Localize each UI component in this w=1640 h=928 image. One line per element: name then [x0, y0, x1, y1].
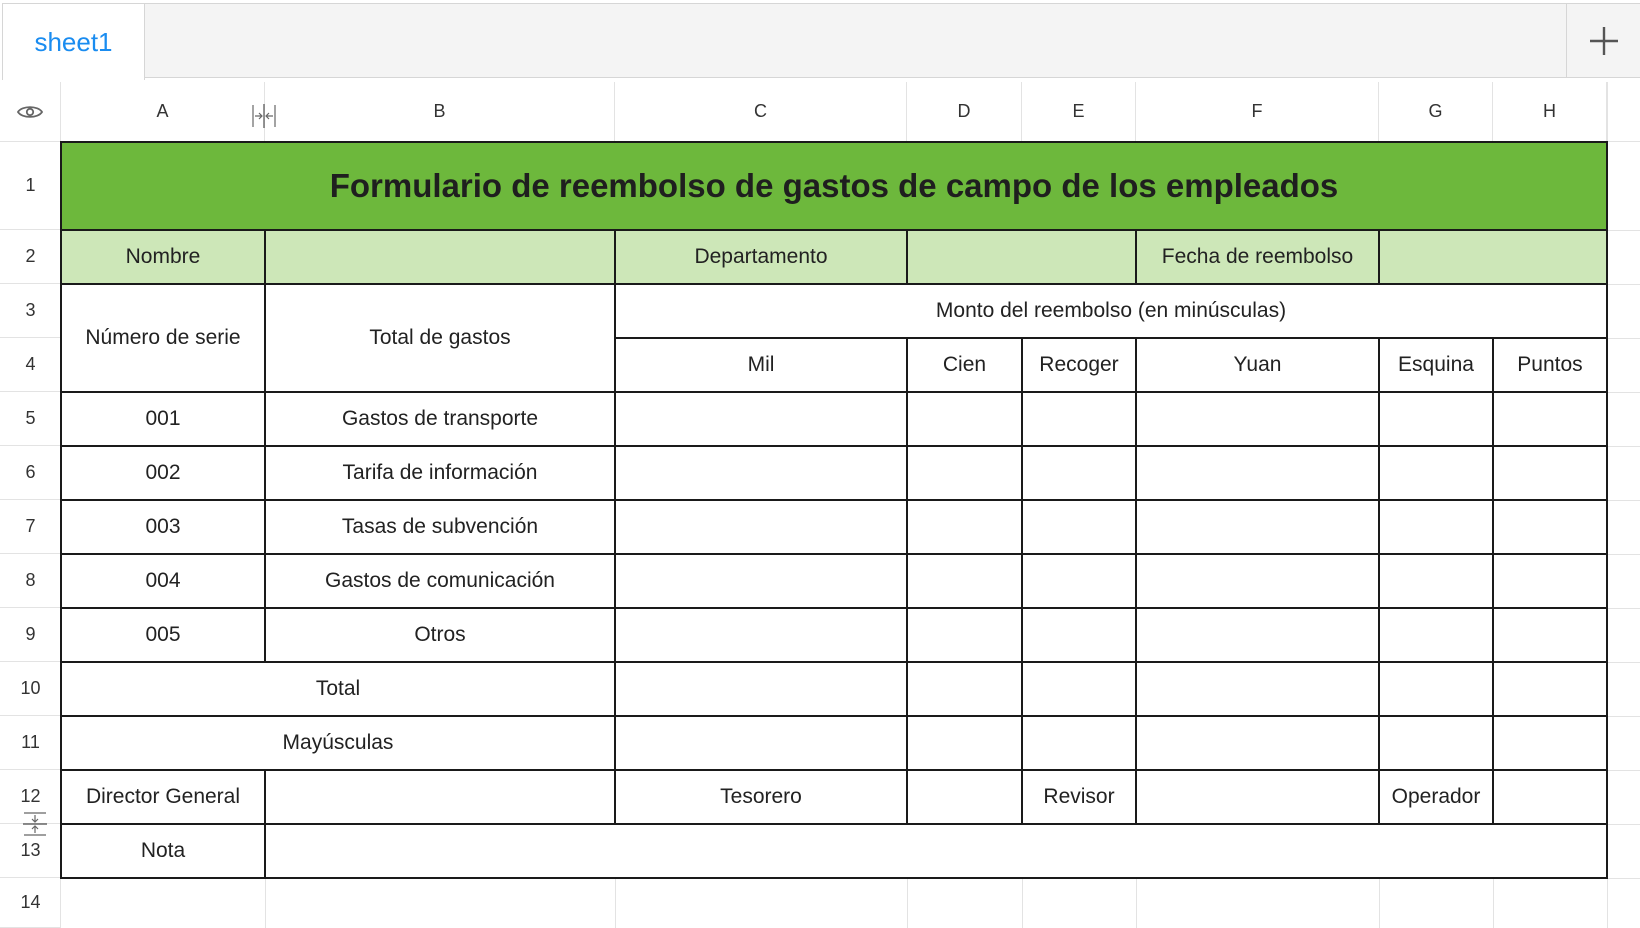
cell-a9[interactable]: 005: [145, 623, 181, 646]
cell-f4[interactable]: Yuan: [1233, 353, 1282, 376]
select-all-corner[interactable]: [0, 82, 61, 141]
cell-b9[interactable]: Otros: [414, 623, 466, 646]
cell-b5[interactable]: Gastos de transporte: [341, 407, 539, 430]
cell-a13[interactable]: Nota: [140, 839, 186, 862]
column-resize-icon[interactable]: [250, 102, 278, 130]
cell-a10[interactable]: Total: [315, 677, 361, 700]
cell-c4[interactable]: Mil: [747, 353, 775, 376]
row-header-13[interactable]: 13: [0, 824, 61, 878]
cell-e12[interactable]: Revisor: [1043, 785, 1115, 808]
cell-b7[interactable]: Tasas de subvención: [341, 515, 539, 538]
cell-c2[interactable]: Departamento: [694, 245, 828, 268]
cell-a11[interactable]: Mayúsculas: [282, 731, 394, 754]
eye-icon: [17, 104, 43, 120]
add-sheet-button[interactable]: [1566, 4, 1640, 77]
cell-c3[interactable]: Monto del reembolso (en minúsculas): [935, 299, 1287, 322]
cell-a7[interactable]: 003: [145, 515, 181, 538]
row-header-5[interactable]: 5: [0, 392, 61, 446]
cell-a6[interactable]: 002: [145, 461, 181, 484]
column-header-f[interactable]: F: [1136, 82, 1379, 141]
cell-f2[interactable]: Fecha de reembolso: [1161, 245, 1354, 268]
row-header-6[interactable]: 6: [0, 446, 61, 500]
plus-icon: [1587, 24, 1621, 58]
cell-a3[interactable]: Número de serie: [85, 326, 241, 349]
row-header-7[interactable]: 7: [0, 500, 61, 554]
row-header-9[interactable]: 9: [0, 608, 61, 662]
cell-a5[interactable]: 001: [145, 407, 181, 430]
tab-sheet1[interactable]: [2, 3, 145, 80]
cell-g12[interactable]: Operador: [1391, 785, 1481, 808]
row-header-1[interactable]: 1: [0, 141, 61, 230]
row-header-2[interactable]: 2: [0, 230, 61, 284]
cell-a12[interactable]: Director General: [85, 785, 241, 808]
cell-b2[interactable]: [265, 230, 615, 284]
row-header-3[interactable]: 3: [0, 284, 61, 338]
row-header-14[interactable]: 14: [0, 878, 61, 928]
sheet-tab-bar: [2, 3, 1640, 78]
cell-b8[interactable]: Gastos de comunicación: [325, 569, 555, 592]
column-header-b[interactable]: B: [265, 82, 615, 141]
cell-b13[interactable]: [265, 824, 1607, 878]
row-header-8[interactable]: 8: [0, 554, 61, 608]
cell-h4[interactable]: Puntos: [1517, 353, 1583, 376]
column-header-c[interactable]: C: [615, 82, 907, 141]
row-header-10[interactable]: 10: [0, 662, 61, 716]
column-header-a[interactable]: A: [61, 82, 265, 141]
cell-e4[interactable]: Recoger: [1039, 353, 1119, 376]
tab-sheet1-label: sheet1: [34, 26, 113, 57]
cell-a8[interactable]: 004: [145, 569, 181, 592]
cell-a2[interactable]: Nombre: [125, 245, 201, 268]
column-header-e[interactable]: E: [1022, 82, 1136, 141]
form-title: Formulario de reembolso de gastos de campo de los empleados: [329, 166, 1339, 204]
title-cell[interactable]: [61, 141, 1607, 230]
row-resize-icon[interactable]: [21, 810, 49, 838]
cell-g4[interactable]: Esquina: [1398, 353, 1474, 376]
row-header-12[interactable]: 12: [0, 770, 61, 824]
column-header-d[interactable]: D: [907, 82, 1022, 141]
row-header-4[interactable]: 4: [0, 338, 61, 392]
cell-g2[interactable]: [1379, 230, 1607, 284]
row-header-11[interactable]: 11: [0, 716, 61, 770]
cell-c12[interactable]: Tesorero: [720, 785, 802, 808]
column-header-g[interactable]: G: [1379, 82, 1493, 141]
cell-b3[interactable]: Total de gastos: [369, 326, 511, 349]
cell-d2[interactable]: [907, 230, 1136, 284]
cell-d4[interactable]: Cien: [942, 353, 987, 376]
column-header-h[interactable]: H: [1493, 82, 1607, 141]
cell-b6[interactable]: Tarifa de información: [342, 461, 538, 484]
